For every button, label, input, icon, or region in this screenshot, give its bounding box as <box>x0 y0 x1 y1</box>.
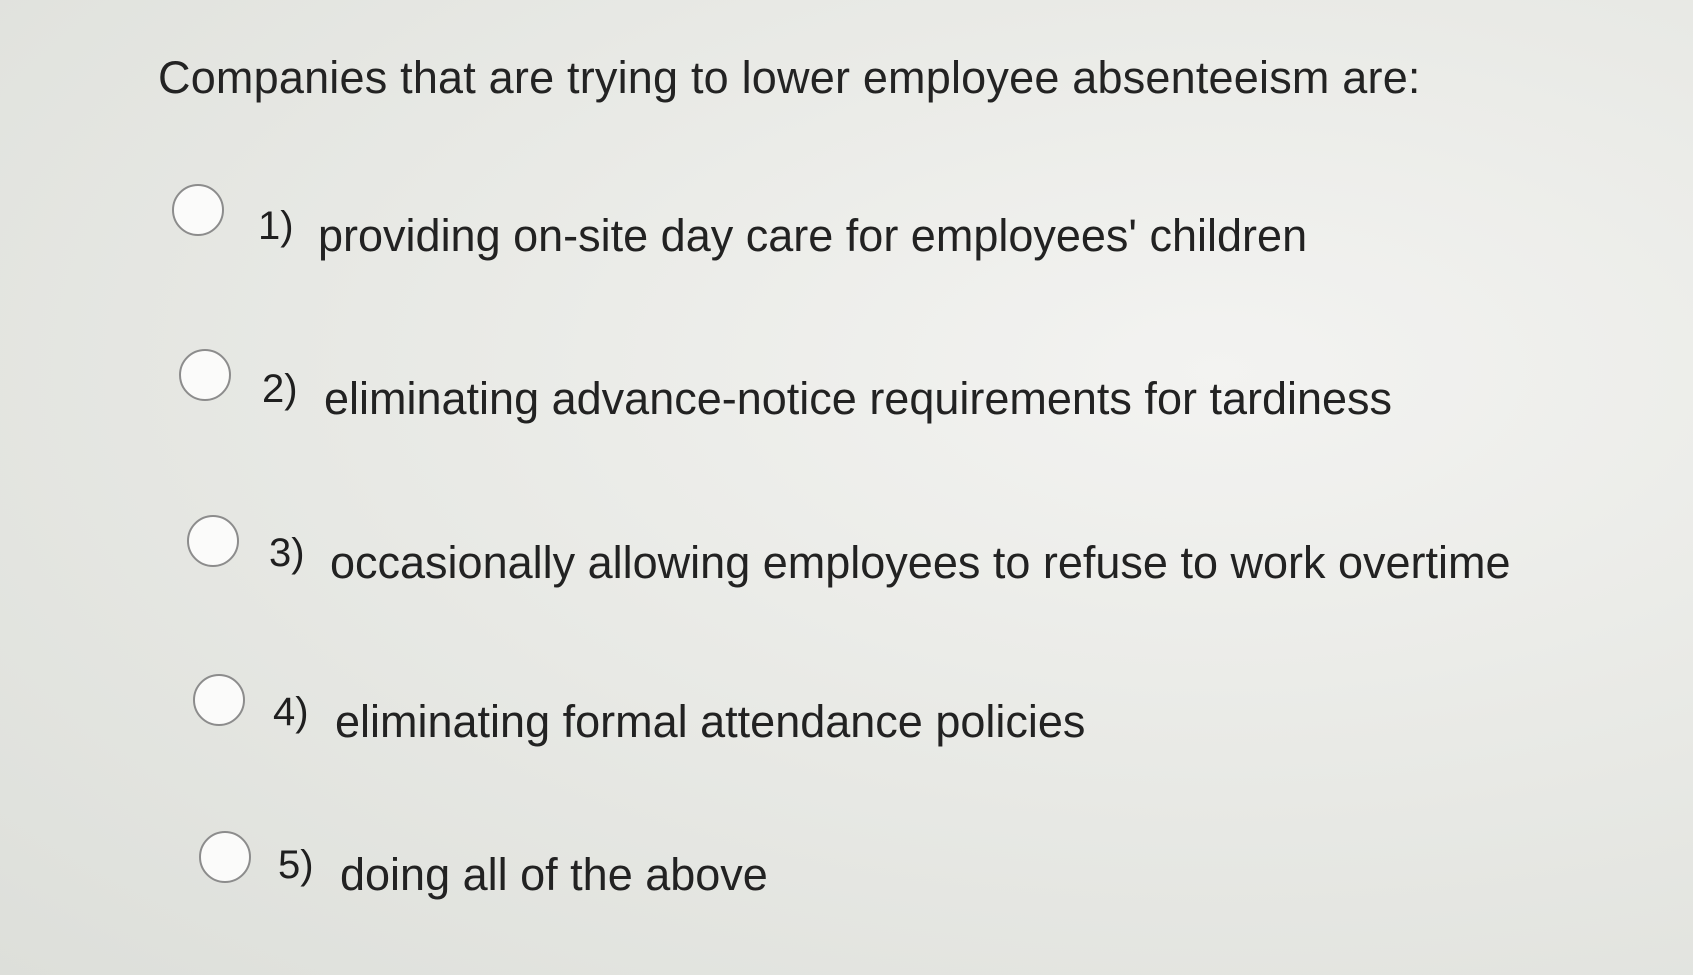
question-text: Companies that are trying to lower employee absenteeism are: <box>158 52 1421 103</box>
radio-button-2[interactable] <box>179 349 231 401</box>
option-text-2[interactable]: eliminating advance-notice requirements for tardiness <box>324 373 1393 424</box>
radio-button-3[interactable] <box>187 515 239 567</box>
option-text-3[interactable]: occasionally allowing employees to refuse to work overtime <box>330 537 1511 588</box>
option-number-1: 1) <box>258 204 294 248</box>
option-text-5[interactable]: doing all of the above <box>340 849 768 900</box>
radio-button-4[interactable] <box>193 674 245 726</box>
option-number-4: 4) <box>273 690 309 734</box>
option-number-5: 5) <box>278 843 314 887</box>
option-text-4[interactable]: eliminating formal attendance policies <box>335 696 1086 747</box>
option-text-1[interactable]: providing on-site day care for employees' children <box>318 210 1308 261</box>
option-number-2: 2) <box>262 367 298 411</box>
radio-button-1[interactable] <box>172 184 224 236</box>
option-number-3: 3) <box>269 531 305 575</box>
radio-button-5[interactable] <box>199 831 251 883</box>
